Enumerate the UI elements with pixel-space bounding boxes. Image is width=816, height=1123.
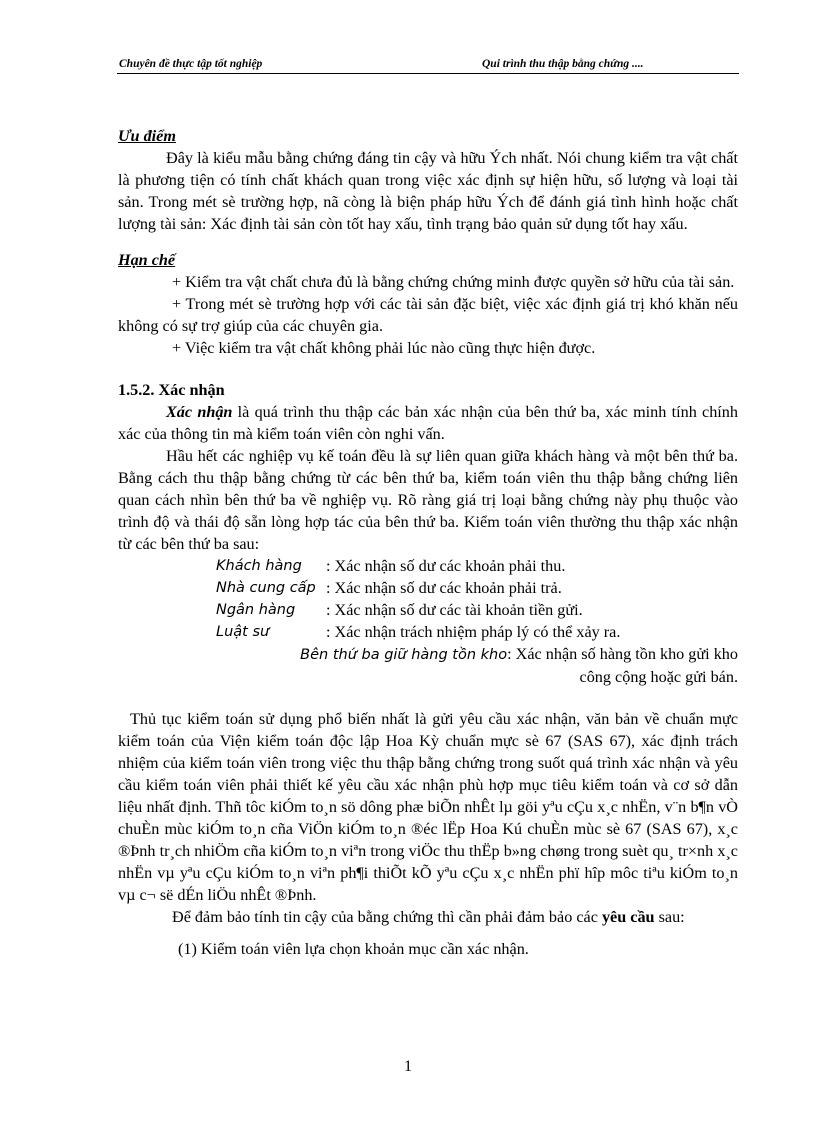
party-desc: : Xác nhận trách nhiệm pháp lý có thể xảy ra. xyxy=(326,623,621,641)
definition-text: là quá trình thu thập các bản xác nhận của bên thứ ba, xác minh tính chính xác của thông tin mà kiểm toán viên còn nghi vấn. xyxy=(118,403,738,443)
requirements-tail: sau: xyxy=(654,908,685,926)
list-item xyxy=(118,621,738,643)
party-desc: : Xác nhận số dư các khoản phải trả. xyxy=(326,579,562,597)
requirements-bold: yêu cầu xyxy=(601,908,655,926)
requirements-intro xyxy=(118,906,738,928)
header-right: Qui trình thu thập bằng chứng .... xyxy=(482,58,644,70)
inventory-holder-line-2: công cộng hoặc gửi bán. xyxy=(579,668,738,686)
document-body xyxy=(118,125,738,960)
third-party-list xyxy=(118,555,738,643)
third-party-paragraph: Hầu hết các nghiệp vụ kế toán đều là sự liên quan giữa khách hàng và một bên thứ ba. Bằng cách thu thập bằng chứng từ các bên thứ ba, kiểm toán viên thu thập bằng chứng liên quan cách nhìn bên thứ ba về nghiệp vụ. Rõ ràng giá trị loại bằng chứng này phụ thuộc vào trình độ và thái độ sẵn lòng hợp tác của bên thứ ba. Kiểm toán viên thường thu thập xác nhận từ các bên thứ ba sau: xyxy=(118,447,738,553)
advantages-heading: Ưu điểm xyxy=(118,127,176,145)
definition-term: Xác nhận xyxy=(166,403,233,421)
limitation-item-2: + Trong mét sè trường hợp với các tài sản đặc biệt, việc xác định giá trị khó khăn nếu không có sự trợ giúp của các chuyên gia. xyxy=(118,295,738,335)
advantages-paragraph: Đây là kiểu mẫu bằng chứng đáng tin cậy và hữu Ých nhất. Nói chung kiểm tra vật chất là phương tiện có tính chất khách quan trong việc xác định sự hiện hữu, số lượng và loại tài sản. Trong mét sè trường hợp, nã còng là biện pháp hữu Ých để đánh giá tình hình hoặc chất lượng tài sản: Xác định tài sản còn tốt hay xấu, tình trạng bảo quản sử dụng tốt hay xấu. xyxy=(118,149,738,233)
procedure-paragraph: Thủ tục kiểm toán sử dụng phổ biến nhất là gửi yêu cầu xác nhận, văn bản về chuẩn mực kiểm toán của Viện kiểm toán độc lập Hoa Kỳ chuẩn mực sè 67 (SAS 67), xác định trách nhiệm của kiểm toán viên trong việc thu thập bằng chứng trong suốt quá trình xác nhận và yêu cầu kiểm toán viên phải thiết kế yêu cầu xác nhận phù hợp mục tiêu kiểm toán và cơ sở dẫn liệu nhất định. Thñ tôc kiÓm to¸n sö dông phæ biÕn nhÊt lµ göi yªu cÇu x¸c nhËn, v¨n b¶n vÒ chuÈn mùc kiÓm to¸n cña ViÖn kiÓm to¸n ®éc lËp Hoa Kú chuÈn mùc sè 67 (SAS 67), x¸c ®Þnh tr¸ch nhiÖm cña kiÓm to¸n viªn trong viÖc thu thËp b»ng chøng trong suèt qu¸ tr×nh x¸c nhËn vµ yªu cÇu kiÓm to¸n viªn ph¶i thiÕt kÕ yªu cÇu x¸c nhËn phï hîp môc tiªu kiÓm to¸n vµ c¬ së dÉn liÖu nhÊt ®Þnh. xyxy=(118,710,738,904)
definition-paragraph xyxy=(118,401,738,445)
party-term: Khách hàng xyxy=(216,558,302,574)
party-desc: : Xác nhận số dư các tài khoản tiền gửi. xyxy=(326,601,583,619)
inventory-holder-line xyxy=(118,643,738,666)
requirements-text: Để đảm bảo tính tin cậy của bằng chứng thì cần phải đảm bảo các xyxy=(172,908,602,926)
limitation-item-3: + Việc kiểm tra vật chất không phải lúc nào cũng thực hiện được. xyxy=(172,339,596,357)
party-term: Ngân hàng xyxy=(216,602,296,618)
header-rule xyxy=(117,73,739,74)
list-item xyxy=(118,577,738,599)
requirement-item-1: (1) Kiểm toán viên lựa chọn khoản mục cần xác nhận. xyxy=(178,940,529,958)
inventory-term: Bên thứ ba giữ hàng tồn kho xyxy=(300,647,508,663)
list-item xyxy=(118,555,738,577)
page-number: 1 xyxy=(404,1058,412,1075)
party-desc: : Xác nhận số dư các khoản phải thu. xyxy=(326,557,566,575)
inventory-desc: : Xác nhận số hàng tồn kho gửi kho xyxy=(507,645,738,663)
party-term: Luật sư xyxy=(216,624,270,640)
header-left: Chuyên đề thực tập tốt nghiệp xyxy=(119,58,263,70)
limitations-heading: Hạn chế xyxy=(118,251,176,269)
party-term: Nhà cung cấp xyxy=(216,580,316,596)
section-heading: 1.5.2. Xác nhận xyxy=(118,381,225,399)
list-item xyxy=(118,599,738,621)
limitation-item-1: + Kiểm tra vật chất chưa đủ là bằng chứng chứng minh được quyền sở hữu của tài sản. xyxy=(172,273,735,291)
